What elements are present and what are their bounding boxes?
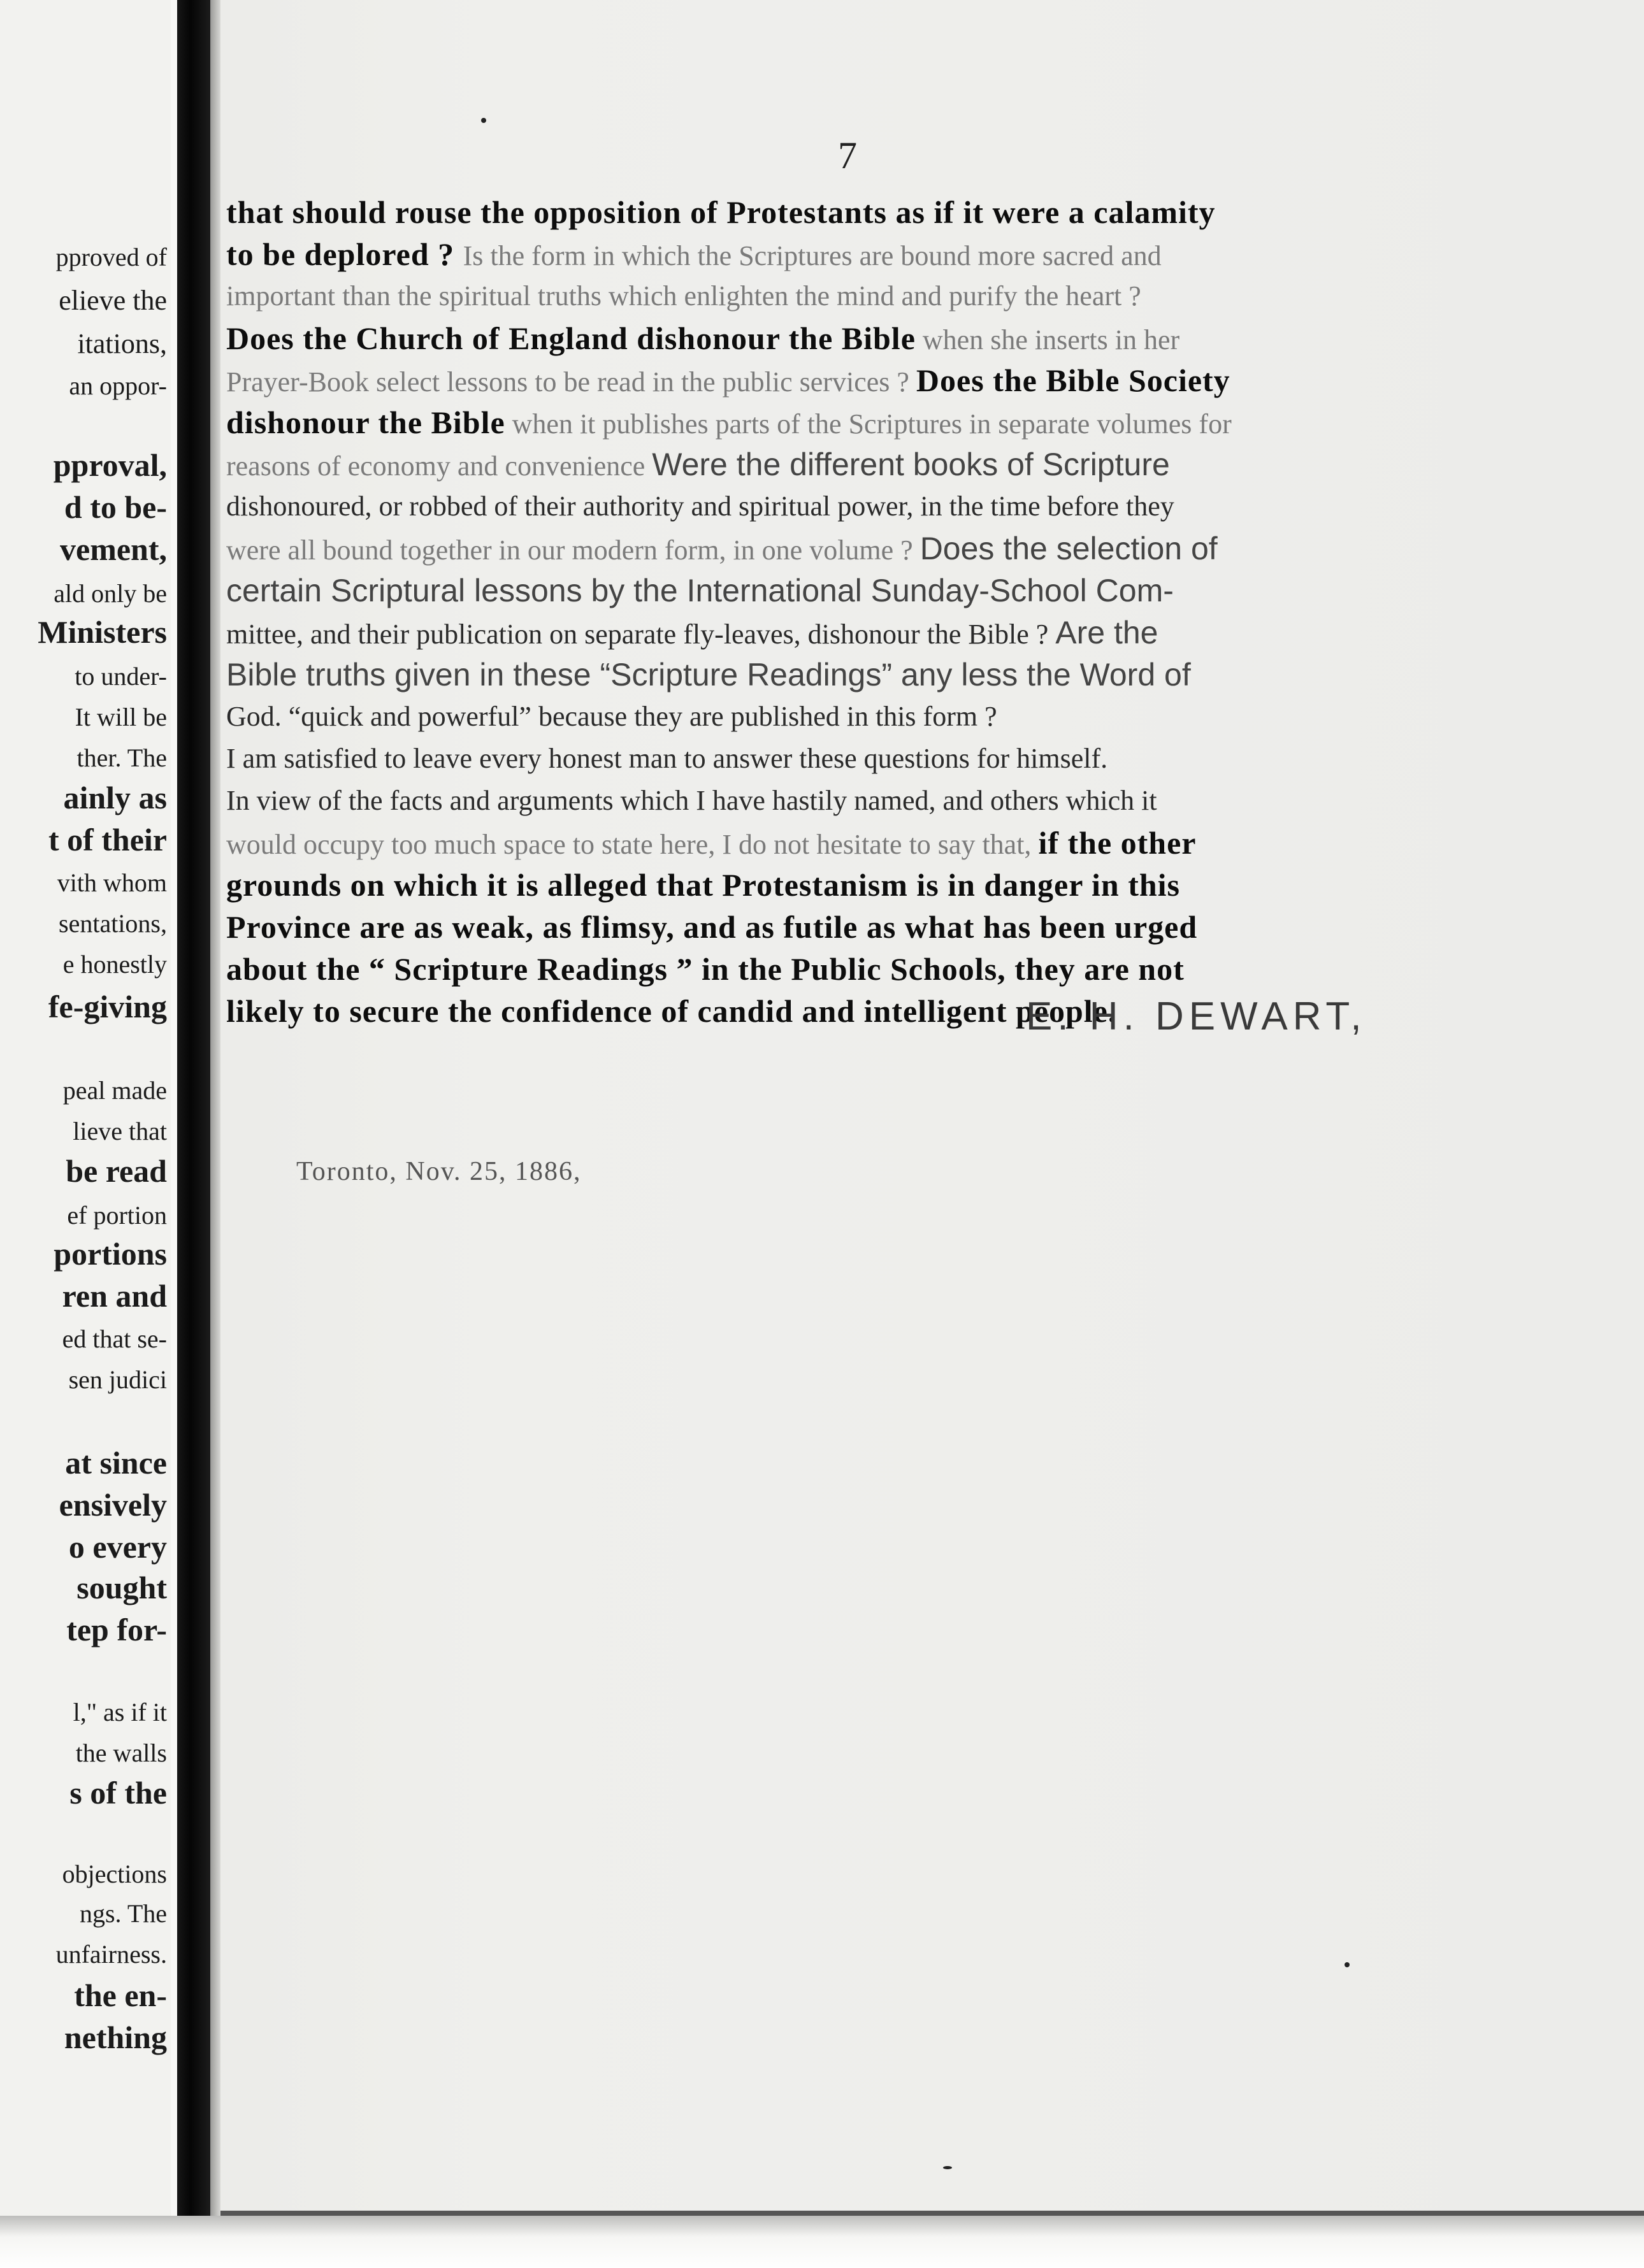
text-line [226,401,1491,443]
text-run: certain Scriptural lessons by the International Sunday-School Com- [226,573,1174,608]
dateline: Toronto, Nov. 25, 1886, [296,1157,582,1186]
previous-page-text-fragment: ald only be [54,579,167,608]
previous-page-text-fragment: sentations, [59,909,167,938]
previous-page-text-fragment: ainly as [63,780,167,815]
previous-page-text-fragment: pproval, [53,447,167,483]
text-line [226,654,1491,696]
text-line [226,317,1491,359]
previous-page-text-fragment: an oppor- [69,371,167,400]
previous-page-text-fragment: ngs. The [79,1899,167,1928]
book-spine-shadow [177,0,210,2223]
previous-page-text-fragment: vith whom [57,868,167,897]
text-run: grounds on which it is alleged that Protestanism is in danger in this [226,867,1181,903]
page-number: 7 [838,134,857,176]
previous-page-text-fragment: ren and [62,1278,167,1314]
page-bottom-edge [0,2216,1644,2268]
text-line [226,443,1491,485]
text-line [226,948,1491,990]
previous-page-text-fragment: lieve that [73,1117,167,1145]
previous-page-text-fragment: d to be- [64,489,167,525]
author-signature: E. H. DEWART, [1026,994,1367,1038]
text-line [226,275,1491,317]
text-run: important than the spiritual truths which enlighten the mind and purify the heart ? [226,280,1141,312]
text-run: Were the different books of Scripture [652,447,1170,482]
previous-page-text-fragment: It will be [75,703,167,731]
text-run: mittee, and their publication on separate fly-leaves, dishonour the Bible ? [226,619,1056,650]
text-line [226,485,1491,528]
previous-page-edge [0,0,171,2223]
ink-speck [943,2166,952,2169]
text-run: In view of the facts and arguments which I have hastily named, and others which it [226,785,1157,816]
previous-page-text-fragment: peal made [62,1076,167,1105]
previous-page-text-fragment: l," as if it [73,1698,167,1726]
ink-speck [1345,1962,1350,1967]
text-run: Are the [1055,615,1158,650]
text-line [226,780,1491,822]
ink-speck [481,118,486,123]
text-run: Does the selection of [919,531,1218,566]
previous-page-text-fragment: ther. The [76,743,167,772]
previous-page-text-fragment: s of the [69,1775,167,1811]
previous-page-text-fragment: vement, [60,531,167,567]
previous-page-text-fragment: the en- [74,1977,167,2013]
text-run: to be deplored ? [226,236,463,272]
text-line [226,359,1491,401]
previous-page-text-fragment: Ministers [38,614,167,650]
text-run: reasons of economy and convenience [226,450,653,482]
text-line [226,233,1491,275]
previous-page-text-fragment: sen judici [68,1365,167,1394]
text-line [226,864,1491,906]
text-run: were all bound together in our modern form, in one volume ? [226,535,920,566]
text-line [226,612,1491,654]
text-run: that should rouse the opposition of Protestants as if it were a calamity [226,194,1216,230]
previous-page-text-fragment: tep for- [66,1612,167,1647]
previous-page-text-fragment: sought [76,1570,167,1605]
previous-page-text-fragment: at since [65,1445,167,1481]
text-run: Does the Church of England dishonour the Bible [226,320,916,356]
text-line [226,191,1491,233]
body-text [226,191,1491,1032]
text-run: Bible truths given in these “Scripture Readings” any less the Word of [226,657,1191,693]
previous-page-text-fragment: objections [62,1860,167,1888]
previous-page-text-fragment: ensively [59,1487,167,1523]
previous-page-text-fragment: be read [66,1153,167,1189]
page-bottom-rule [220,2211,1644,2216]
text-line [226,906,1491,948]
text-line [226,822,1491,864]
previous-page-text-fragment: elieve the [59,285,167,316]
text-run: when it publishes parts of the Scriptures in separate volumes for [505,408,1232,440]
previous-page-text-fragment: the walls [75,1739,167,1767]
previous-page-text-fragment: portions [54,1236,167,1272]
text-run: would occupy too much space to state here, I do not hesitate to say that, [226,829,1039,860]
text-run: Is the form in which the Scriptures are bound more sacred and [463,240,1162,271]
previous-page-text-fragment: nething [64,2020,167,2055]
previous-page-text-fragment: unfairness. [55,1940,167,1969]
text-run: if the other [1038,825,1197,861]
text-line [226,570,1491,612]
previous-page-text-fragment: itations, [77,328,167,359]
text-run: God. “quick and powerful” because they are published in this form ? [226,701,997,732]
text-run: Prayer-Book select lessons to be read in the public services ? [226,366,916,398]
previous-page-text-fragment: fe-giving [48,989,167,1024]
text-run: when she inserts in her [915,324,1180,355]
text-run: dishonoured, or robbed of their authority and spiritual power, in the time before they [226,491,1174,522]
text-run: about the “ Scripture Readings ” in the Public Schools, they are not [226,951,1185,987]
previous-page-text-fragment: ef portion [67,1201,167,1230]
text-line [226,696,1491,738]
previous-page-text-fragment: pproved of [55,243,167,271]
text-run: dishonour the Bible [226,405,505,440]
previous-page-text-fragment: ed that se- [62,1324,167,1353]
text-line [226,738,1491,780]
previous-page-text-fragment: to under- [75,662,167,691]
previous-page-text-fragment: t of their [48,822,167,858]
text-run: Does the Bible Society [916,362,1230,398]
text-run: Province are as weak, as flimsy, and as futile as what has been urged [226,909,1198,945]
gutter [171,0,177,2223]
text-run: I am satisfied to leave every honest man to answer these questions for himself. [226,743,1108,774]
previous-page-text-fragment: o every [68,1529,167,1565]
page-edge-shadow [210,0,220,2223]
previous-page-text-fragment: e honestly [62,950,167,979]
text-run: likely to secure the confidence of candid and intelligent people. [226,993,1117,1029]
text-line [226,528,1491,570]
